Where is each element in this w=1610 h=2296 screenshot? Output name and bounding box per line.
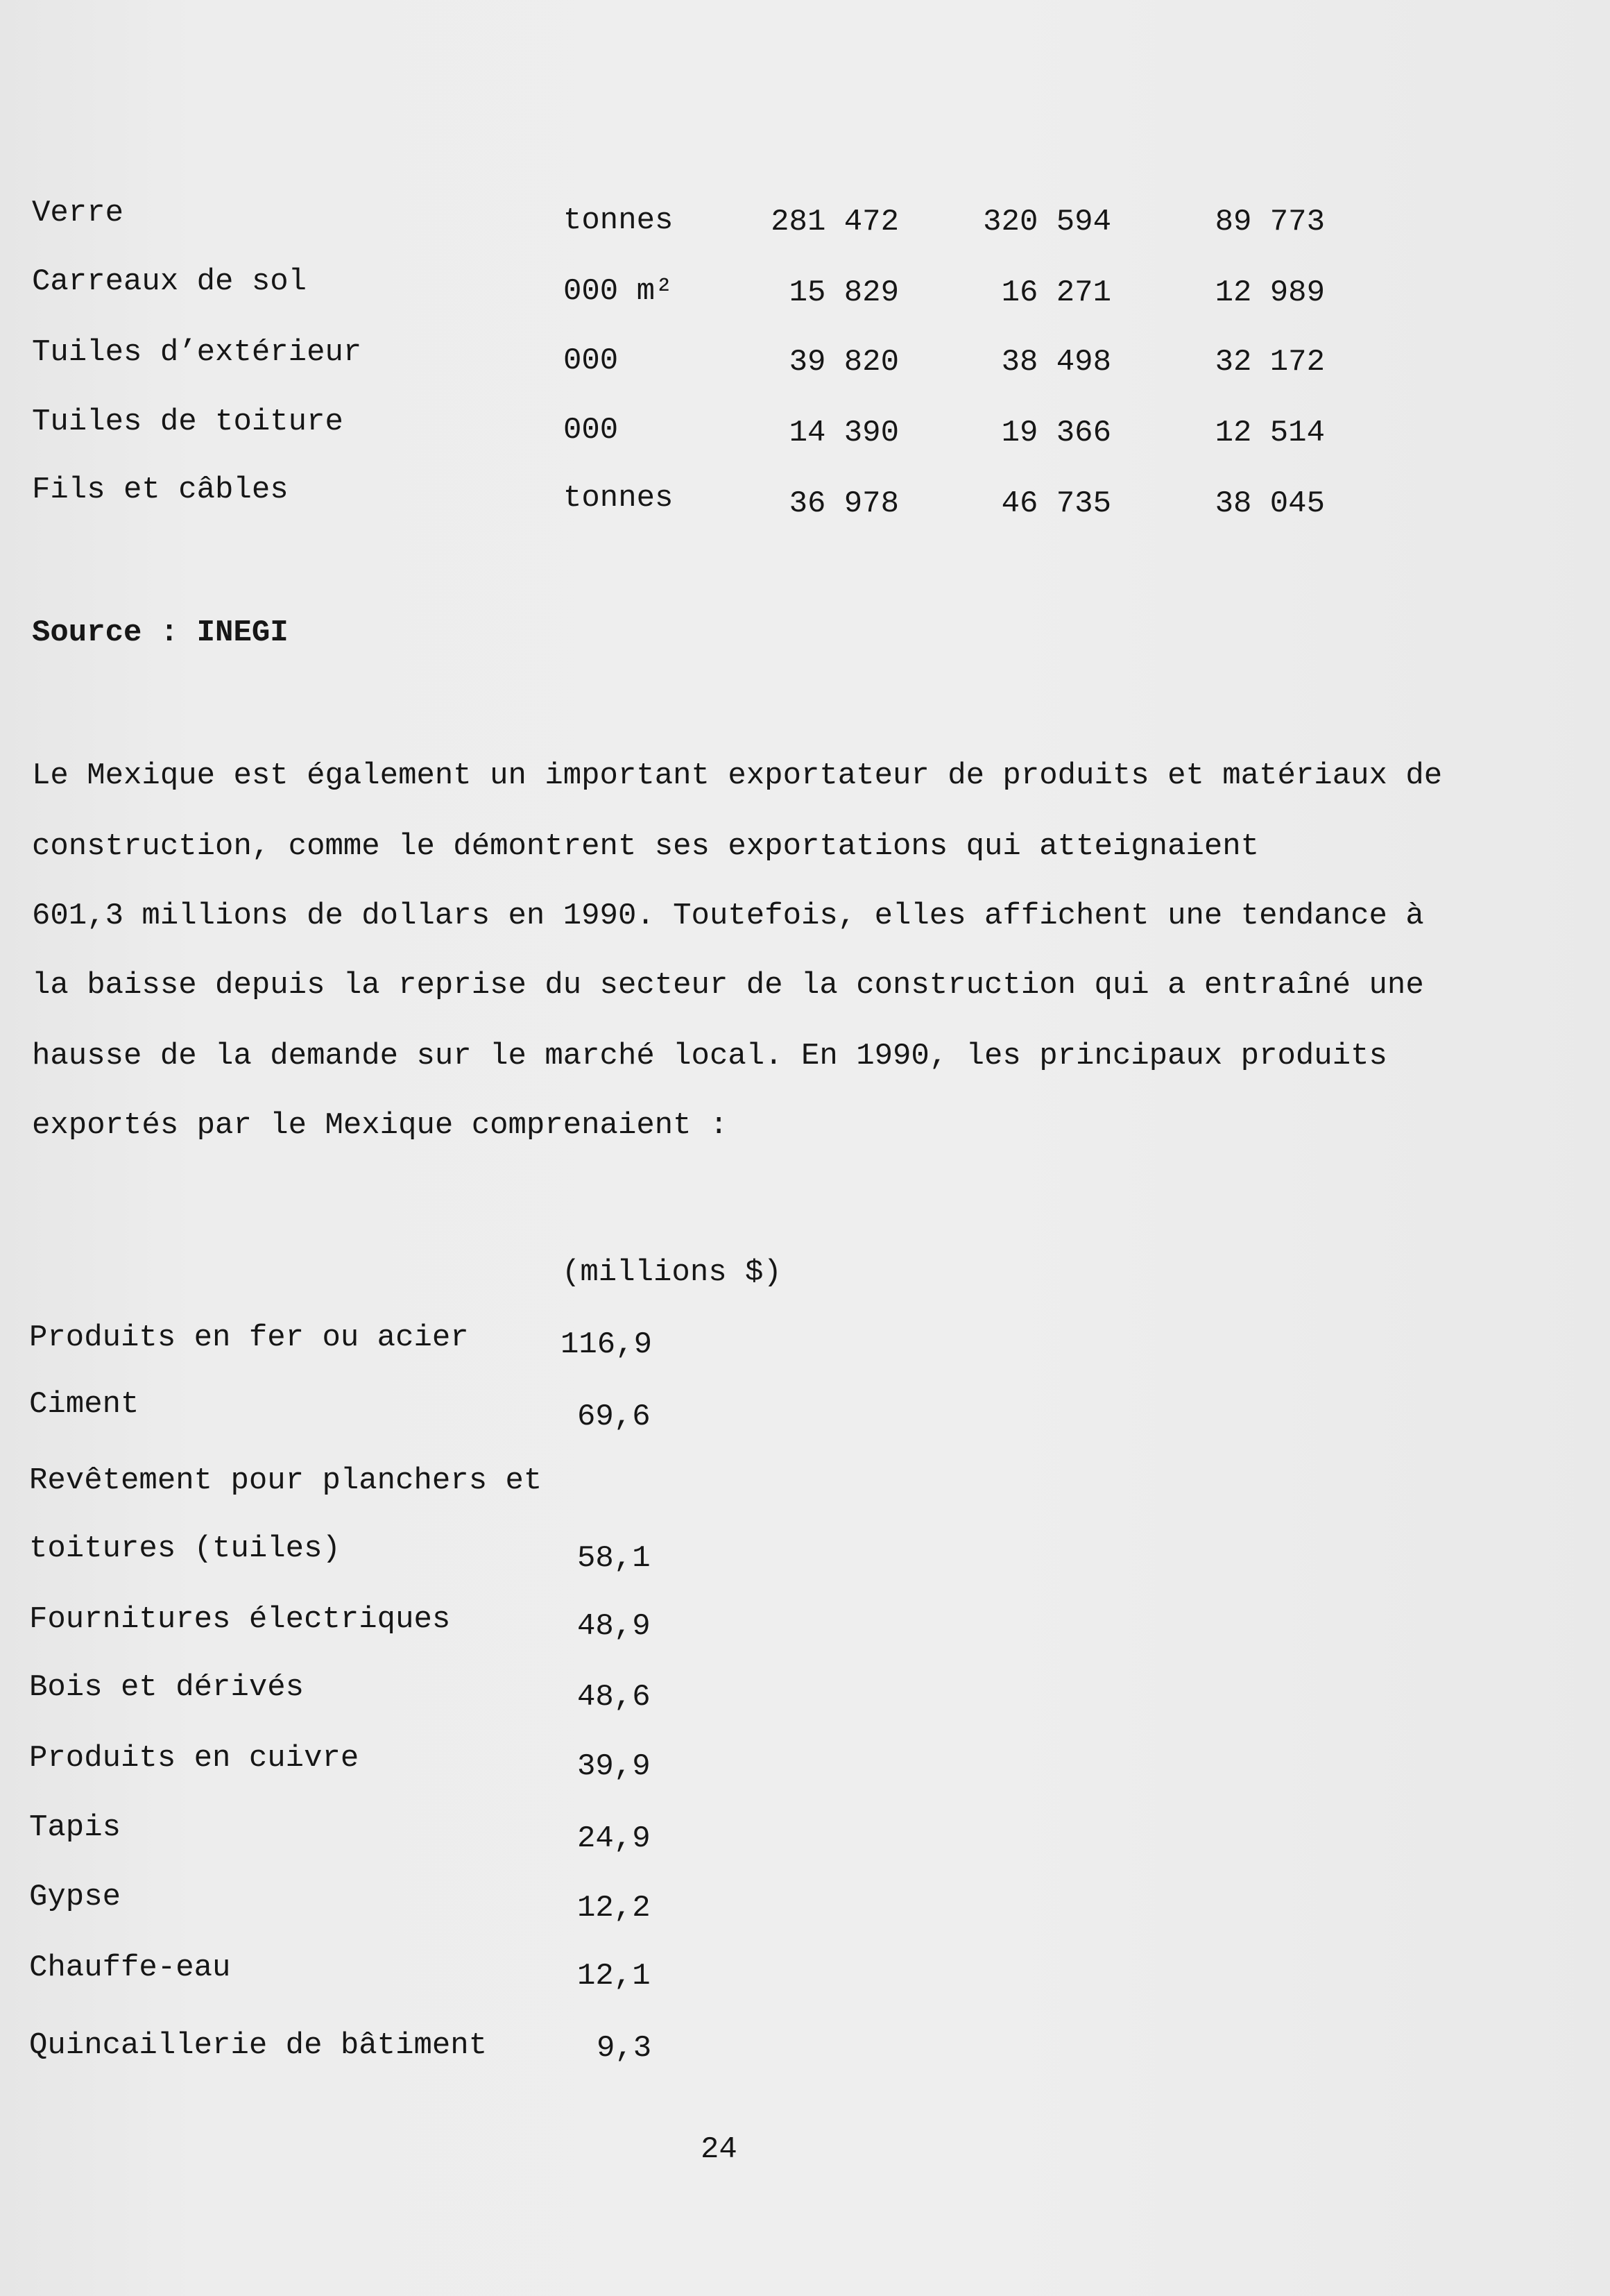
value-col-3: 38 045 xyxy=(1215,486,1325,521)
product-name: Tuiles de toiture xyxy=(32,405,343,439)
value-col-3: 12 989 xyxy=(1215,275,1325,310)
export-value: 12,1 xyxy=(577,1959,651,1993)
value-col-2: 46 735 xyxy=(1001,486,1111,521)
value-col-2: 38 498 xyxy=(1001,345,1111,380)
paragraph-line: hausse de la demande sur le marché local. En 1990, les principaux produits xyxy=(32,1039,1387,1073)
value-col-3: 12 514 xyxy=(1215,416,1325,450)
value-col-3: 32 172 xyxy=(1215,345,1325,380)
export-label: toitures (tuiles) xyxy=(29,1531,341,1566)
export-label: Tapis xyxy=(29,1810,121,1845)
export-label: Produits en fer ou acier xyxy=(29,1320,469,1355)
product-unit: 000 xyxy=(563,343,619,378)
value-col-1: 281 472 xyxy=(771,205,899,239)
value-col-2: 320 594 xyxy=(983,205,1111,239)
export-value: 116,9 xyxy=(560,1327,653,1362)
export-label: Bois et dérivés xyxy=(29,1670,305,1705)
product-unit: 000 m² xyxy=(563,274,674,309)
source-note: Source : INEGI xyxy=(32,615,289,650)
paragraph-line: exportés par le Mexique comprenaient : xyxy=(32,1108,728,1143)
value-col-3: 89 773 xyxy=(1215,205,1325,239)
paragraph-line: Le Mexique est également un important exportateur de produits et matériaux de xyxy=(32,758,1443,793)
value-col-1: 15 829 xyxy=(789,275,899,310)
export-label: Fournitures électriques xyxy=(29,1602,451,1637)
export-value: 69,6 xyxy=(577,1400,651,1434)
export-value: 48,9 xyxy=(577,1609,651,1644)
product-name: Verre xyxy=(32,196,124,230)
export-value: 24,9 xyxy=(577,1821,651,1856)
export-label: Produits en cuivre xyxy=(29,1741,359,1776)
unit-header: (millions $) xyxy=(562,1255,782,1290)
page-number: 24 xyxy=(701,2132,737,2167)
export-label: Revêtement pour planchers et xyxy=(29,1463,542,1498)
export-label: Quincaillerie de bâtiment xyxy=(29,2028,488,2063)
product-name: Carreaux de sol xyxy=(32,264,307,299)
paragraph-line: construction, comme le démontrent ses exportations qui atteignaient xyxy=(32,829,1260,864)
value-col-2: 19 366 xyxy=(1001,416,1111,450)
paragraph-line: la baisse depuis la reprise du secteur de la construction qui a entraîné une xyxy=(32,968,1424,1003)
export-label: Chauffe-eau xyxy=(29,1950,231,1985)
export-value: 9,3 xyxy=(597,2031,652,2066)
export-value: 12,2 xyxy=(577,1891,651,1925)
value-col-2: 16 271 xyxy=(1001,275,1111,310)
product-unit: 000 xyxy=(563,413,619,448)
export-value: 48,6 xyxy=(577,1680,651,1715)
product-name: Tuiles d’extérieur xyxy=(32,335,362,370)
paragraph-line: 601,3 millions de dollars en 1990. Toutefois, elles affichent une tendance à xyxy=(32,899,1424,933)
value-col-1: 14 390 xyxy=(789,416,899,450)
product-unit: tonnes xyxy=(563,203,674,238)
export-label: Ciment xyxy=(29,1387,139,1422)
export-value: 39,9 xyxy=(577,1749,651,1784)
product-unit: tonnes xyxy=(563,481,674,516)
value-col-1: 39 820 xyxy=(789,345,899,380)
product-name: Fils et câbles xyxy=(32,473,289,507)
export-value: 58,1 xyxy=(577,1541,651,1576)
export-label: Gypse xyxy=(29,1880,121,1914)
value-col-1: 36 978 xyxy=(789,486,899,521)
